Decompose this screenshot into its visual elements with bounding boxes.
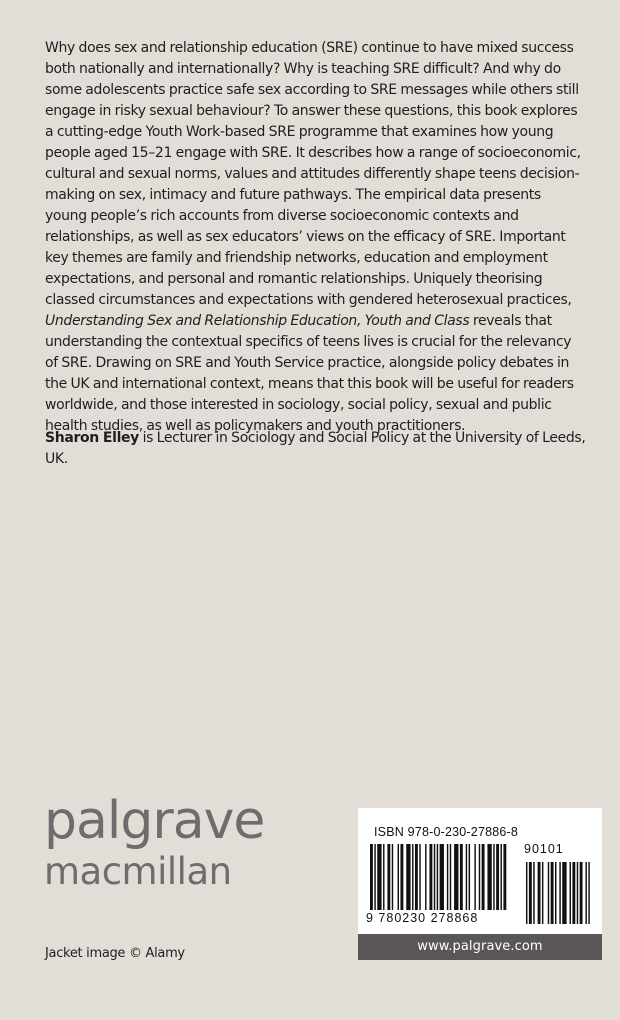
barcode-addon-bar xyxy=(572,862,575,924)
barcode-bar xyxy=(374,844,375,910)
blurb-text-part1: Why does sex and relationship education (SRE) continue to have mixed success both nationally and internationally? Why is teaching SRE difficult? And why do some adolescents practice safe sex according to SRE messages while others still engage in risky sexual behaviour? To answer these questions, this book explores a cutting-edge Youth Work-based SRE programme that examines how young people aged 15–21 engage with SRE. It describes how a range of socioeconomic, cultural and sexual norms, values and attitudes differently shape teens decision-making on sex, intimacy and future pathways. The empirical data presents young people’s rich accounts from diverse socioeconomic contexts and relationships, as well as sex educators’ views on the efficacy of SRE. Important key themes are family and friendship networks, education and employment expectations, and personal and romantic relationships. Uniquely theorising classed circumstances and expectations with gendered heterosexual practices, xyxy=(45,40,581,308)
jacket-credit: Jacket image © Alamy xyxy=(45,946,185,961)
barcode-bar xyxy=(415,844,418,910)
barcode-bar xyxy=(503,844,506,910)
barcode-addon-bar xyxy=(529,862,532,924)
barcode-addon-bar xyxy=(533,862,534,924)
barcode-bar xyxy=(450,844,451,910)
barcode-bar xyxy=(482,844,485,910)
barcode-addon-bar xyxy=(542,862,543,924)
publisher-logo-line1: palgrave xyxy=(44,791,265,851)
barcode-addon-bar xyxy=(585,862,586,924)
author-bio-text: is Lecturer in Sociology and Social Policy at the University of Leeds, UK. xyxy=(45,430,586,467)
barcode-bar xyxy=(400,844,403,910)
isbn-label: ISBN 978-0-230-27886-8 xyxy=(374,825,519,839)
barcode-bar xyxy=(419,844,420,910)
barcode-addon-bar xyxy=(555,862,556,924)
barcode-bar xyxy=(370,844,373,910)
barcode-ean-digits: 9 780230 278868 xyxy=(366,911,479,925)
barcode-bar xyxy=(434,844,435,910)
barcode-bar xyxy=(496,844,499,910)
barcode-bar xyxy=(412,844,413,910)
barcode-addon-bar xyxy=(526,862,527,924)
blurb-text-part2: reveals that understanding the contextual specifics of teens lives is crucial for the relevancy of SRE. Drawing on SRE and Youth Service practice, alongside policy debates in the UK and international context, means that this book will be useful for readers worldwide, and those interested in sociology, social policy, sexual and public health studies, as well as policymakers and youth practitioners. xyxy=(45,313,574,434)
barcode-bar xyxy=(387,844,390,910)
barcode-bar xyxy=(440,844,444,910)
barcode-bar xyxy=(425,844,426,910)
publisher-logo xyxy=(44,791,265,893)
barcode-bar xyxy=(447,844,448,910)
barcode-bar xyxy=(474,844,475,910)
barcode-bar xyxy=(501,844,502,910)
barcode-bar xyxy=(383,844,384,910)
back-cover-blurb xyxy=(45,38,585,437)
barcode-addon-bar xyxy=(570,862,571,924)
publisher-logo-line2: macmillan xyxy=(44,850,232,893)
barcode-bar xyxy=(398,844,399,910)
barcode-bar xyxy=(493,844,494,910)
barcode-addon-bar xyxy=(562,862,566,924)
author-bio xyxy=(45,428,605,470)
barcode-bar xyxy=(487,844,491,910)
barcode-bar xyxy=(377,844,381,910)
barcode-addon-bar xyxy=(538,862,541,924)
barcode-addon-bar xyxy=(580,862,583,924)
barcode-bar xyxy=(429,844,432,910)
barcode-bar xyxy=(437,844,438,910)
author-name: Sharon Elley xyxy=(45,430,139,446)
publisher-website[interactable]: www.palgrave.com xyxy=(358,934,602,960)
barcode-bar xyxy=(469,844,470,910)
barcode-bar xyxy=(406,844,410,910)
barcode-bar xyxy=(392,844,393,910)
barcode-bar xyxy=(460,844,463,910)
barcode-addon-bar xyxy=(551,862,554,924)
barcode-addon-bar xyxy=(588,862,589,924)
book-title: Understanding Sex and Relationship Education, Youth and Class xyxy=(45,313,470,329)
barcode-bar xyxy=(466,844,467,910)
barcode-addon-bar xyxy=(548,862,549,924)
barcode-bar xyxy=(454,844,458,910)
barcode-addon-bar xyxy=(577,862,578,924)
barcode-addon-bar xyxy=(559,862,560,924)
barcode-addon-digits: 90101 xyxy=(524,842,564,856)
barcode-bar xyxy=(479,844,480,910)
